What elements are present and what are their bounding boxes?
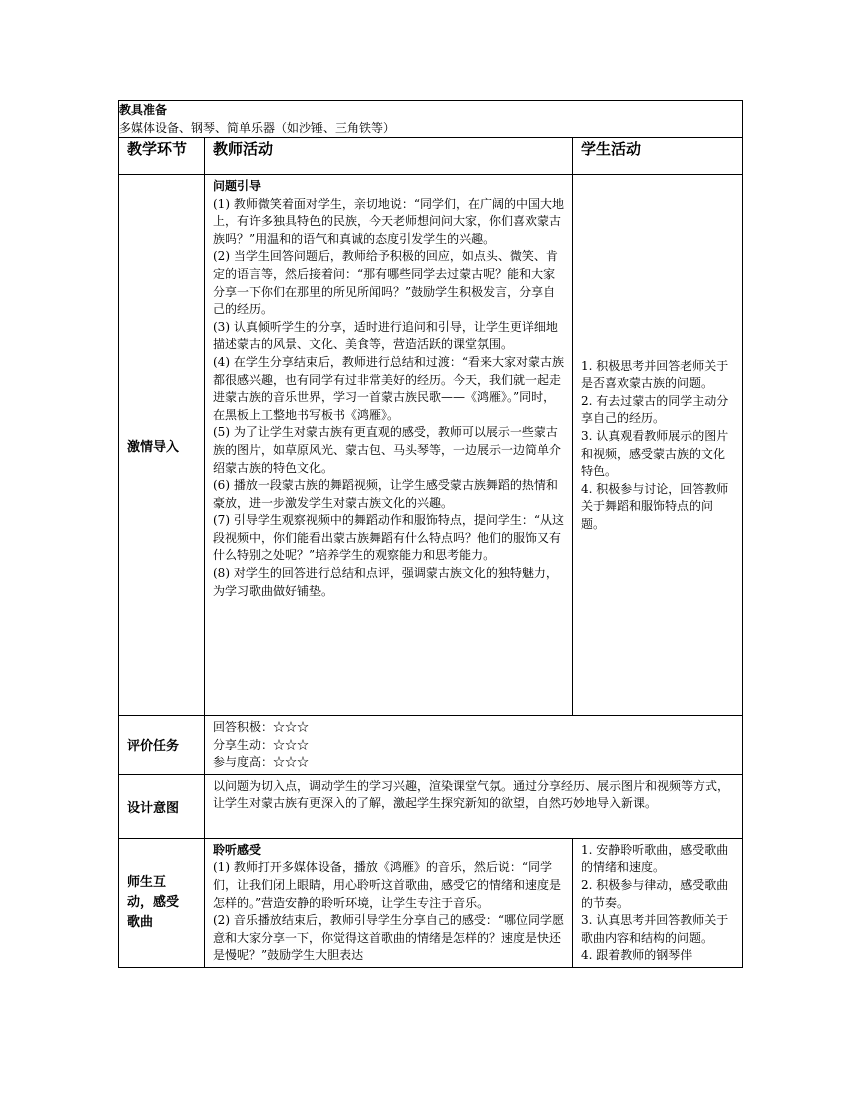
interact-student-item: 4. 跟着教师的钢琴伴	[581, 948, 693, 963]
intro-student-item: 2. 有去过蒙古的同学主动分享自己的经历。	[581, 393, 729, 426]
interact-student-item: 1. 安静聆听歌曲，感受歌曲的情绪和速度。	[581, 842, 729, 875]
eval-row	[119, 716, 743, 775]
intro-row	[119, 175, 743, 716]
intro-teacher-step: (5) 为了让学生对蒙古族有更直观的感受，教师可以展示一些蒙古族的图片，如草原风光、蒙古包、马头琴等，一边展示一边简单介绍蒙古族的特色文化。	[213, 425, 562, 475]
interact-subtitle: 聆听感受	[213, 842, 262, 857]
eval-item: 分享生动：☆☆☆	[213, 737, 310, 752]
intro-label: 激情导入	[119, 175, 205, 716]
interact-teacher-step: (2) 音乐播放结束后，教师引导学生分享自己的感受：“哪位同学愿意和大家分享一下，你觉得这首歌曲的情绪是怎样的？速度是快还是慢呢？”鼓励学生大胆表达	[213, 913, 564, 963]
interact-student-item: 3. 认真思考并回答教师关于歌曲内容和结构的问题。	[581, 913, 729, 945]
interact-label-line: 动，感受	[127, 894, 180, 910]
design-label: 设计意图	[119, 774, 205, 838]
prep-content: 多媒体设备、钢琴、简单乐器（如沙锤、三角铁等）	[119, 121, 396, 135]
interact-teacher-step: (1) 教师打开多媒体设备，播放《鸿雁》的音乐，然后说：“同学们，让我们闭上眼睛，用心聆听这首歌曲，感受它的情绪和速度是怎样的。”营造安静的聆听环境，让学生专注于音乐。	[213, 860, 562, 910]
design-cell	[205, 774, 743, 838]
eval-label: 评价任务	[119, 716, 205, 775]
design-content: 以问题为切入点，调动学生的学习兴趣，渲染课堂气氛。通过分享经历、展示图片和视频等方式，让学生对蒙古族有更深入的了解，激起学生探究新知的欲望，自然巧妙地导入新课。	[213, 778, 730, 811]
interact-label-line: 歌曲	[127, 914, 154, 930]
intro-student-item: 1. 积极思考并回答老师关于是否喜欢蒙古族的问题。	[581, 358, 729, 391]
interact-student-item: 2. 积极参与律动，感受歌曲的节奏。	[581, 877, 729, 910]
intro-student-cell	[573, 175, 743, 716]
eval-item: 回答积极：☆☆☆	[213, 720, 310, 734]
design-row	[119, 774, 743, 838]
interact-student-cell	[573, 838, 743, 967]
prep-title: 教具准备	[119, 103, 168, 117]
lesson-plan-table	[118, 100, 743, 968]
interact-label-line: 师生互	[127, 874, 167, 890]
intro-teacher-cell	[205, 175, 573, 716]
intro-teacher-step: (8) 对学生的回答进行总结和点评，强调蒙古族文化的独特魅力，为学习歌曲做好铺垫。	[213, 566, 558, 598]
eval-item: 参与度高：☆☆☆	[213, 755, 310, 770]
header-teacher: 教师活动	[205, 138, 573, 175]
intro-student-item: 4. 积极参与讨论，回答教师关于舞蹈和服饰特点的问题。	[581, 481, 729, 531]
interact-teacher-cell	[205, 838, 573, 967]
interact-label	[119, 838, 205, 967]
prep-cell	[119, 101, 743, 138]
intro-teacher-step: (2) 当学生回答问题后，教师给予积极的回应，如点头、微笑、肯定的语言等，然后接着问：“那有哪些同学去过蒙古呢？能和大家分享一下你们在那里的所见所闻吗？”鼓励学生积极发言，分享自己的经历。	[213, 249, 558, 317]
eval-cell	[205, 716, 743, 775]
intro-subtitle: 问题引导	[213, 179, 262, 193]
intro-teacher-step: (3) 认真倾听学生的分享，适时进行追问和引导，让学生更详细地描述蒙古的风景、文化、美食等，营造活跃的课堂氛围。	[213, 319, 558, 352]
intro-teacher-step: (1) 教师微笑着面对学生，亲切地说：“同学们，在广阔的中国大地上，有许多独具特色的民族，今天老师想问问大家，你们喜欢蒙古族吗？”用温和的语气和真诚的态度引发学生的兴趣。	[213, 196, 564, 246]
intro-teacher-step: (7) 引导学生观察视频中的舞蹈动作和服饰特点，提问学生：“从这段视频中，你们能看出蒙古族舞蹈有什么特点吗？他们的服饰又有什么特别之处呢？”培养学生的观察能力和思考能力。	[213, 513, 564, 563]
intro-teacher-step: (6) 播放一段蒙古族的舞蹈视频，让学生感受蒙古族舞蹈的热情和豪放，进一步激发学生对蒙古族文化的兴趣。	[213, 478, 558, 510]
header-student: 学生活动	[573, 138, 743, 175]
intro-student-item: 3. 认真观看教师展示的图片和视频，感受蒙古族的文化特色。	[581, 428, 729, 479]
interact-row	[119, 838, 743, 967]
intro-teacher-step: (4) 在学生分享结束后，教师进行总结和过渡：“看来大家对蒙古族都很感兴趣，也有同学有过非常美好的经历。今天，我们就一起走进蒙古族的音乐世界，学习一首蒙古族民歌——《鸿雁》。”同时，在黑板上工整地书写板书《鸿雁》。	[213, 354, 564, 422]
header-stage: 教学环节	[119, 138, 205, 175]
prep-row	[119, 101, 743, 138]
header-row	[119, 138, 743, 175]
